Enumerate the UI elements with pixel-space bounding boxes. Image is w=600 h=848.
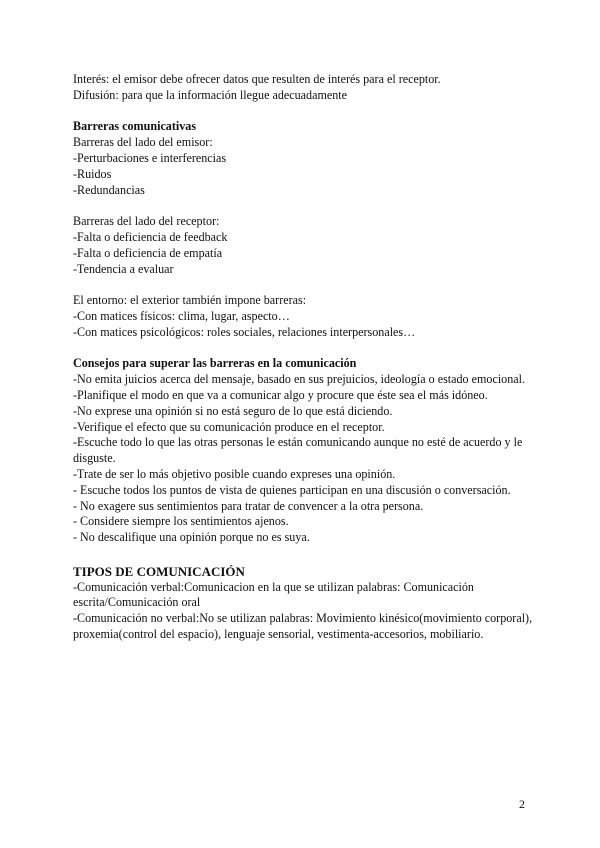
intro-interes: Interés: el emisor debe ofrecer datos que resulten de interés para el receptor. bbox=[73, 72, 441, 86]
receiver-item: -Falta o deficiencia de feedback bbox=[73, 229, 228, 244]
emitter-item: -Redundancias bbox=[73, 182, 145, 197]
advice-item: -Verifique el efecto que su comunicación produce en el receptor. bbox=[73, 419, 385, 434]
advice-item: -Escuche todo lo que las otras personas le están comunicando aunque no esté de acuerdo y le disguste. bbox=[73, 435, 523, 466]
environment-item: -Con matices psicológicos: roles sociales, relaciones interpersonales… bbox=[73, 324, 416, 339]
advice-item: - Considere siempre los sentimientos ajenos. bbox=[73, 514, 289, 529]
types-item-nonverbal: -Comunicación no verbal:No se utilizan palabras: Movimiento kinésico(movimiento corporal), proxemia(control del espacio), lenguaje sensorial, vestimenta-accesorios, mobiliario. bbox=[73, 611, 533, 641]
advice-item: -No exprese una opinión si no está seguro de lo que está diciendo. bbox=[73, 403, 393, 418]
receiver-label: Barreras del lado del receptor: bbox=[73, 214, 220, 229]
barriers-title: Barreras comunicativas bbox=[73, 119, 197, 134]
types-title: TIPOS DE COMUNICACIÓN bbox=[73, 563, 245, 579]
spacer bbox=[73, 341, 533, 357]
emitter-label: Barreras del lado del emisor: bbox=[73, 135, 213, 150]
types-item-verbal: -Comunicación verbal:Comunicacion en la que se utilizan palabras: Comunicación escrita/Comunicación oral bbox=[73, 579, 474, 610]
advice-item: - No descalifique una opinión porque no es suya. bbox=[73, 530, 310, 545]
spacer bbox=[73, 546, 533, 562]
intro-difusion: Difusión: para que la información llegue adecuadamente bbox=[73, 87, 348, 102]
emitter-item: -Ruidos bbox=[73, 166, 112, 181]
advice-item: -Trate de ser lo más objetivo posible cuando expreses una opinión. bbox=[73, 466, 396, 481]
advice-item: - No exagere sus sentimientos para tratar de convencer a la otra persona. bbox=[73, 498, 424, 513]
spacer bbox=[73, 104, 533, 120]
receiver-item: -Tendencia a evaluar bbox=[73, 261, 174, 276]
advice-item: -Planifique el modo en que va a comunicar algo y procure que éste sea el más idóneo. bbox=[73, 387, 488, 402]
advice-item: -No emita juicios acerca del mensaje, basado en sus prejuicios, ideología o estado emocional. bbox=[73, 372, 526, 387]
receiver-item: -Falta o deficiencia de empatía bbox=[73, 245, 223, 260]
spacer bbox=[73, 277, 533, 293]
environment-item: -Con matices físicos: clima, lugar, aspecto… bbox=[73, 308, 290, 323]
environment-label: El entorno: el exterior también impone barreras: bbox=[73, 293, 307, 308]
emitter-item: -Perturbaciones e interferencias bbox=[73, 150, 227, 165]
advice-title: Consejos para superar las barreras en la comunicación bbox=[73, 356, 357, 371]
page-content bbox=[73, 72, 533, 643]
page-number: 2 bbox=[519, 797, 525, 811]
spacer bbox=[73, 198, 533, 214]
advice-item: - Escuche todos los puntos de vista de quienes participan en una discusión o conversación. bbox=[73, 482, 511, 497]
